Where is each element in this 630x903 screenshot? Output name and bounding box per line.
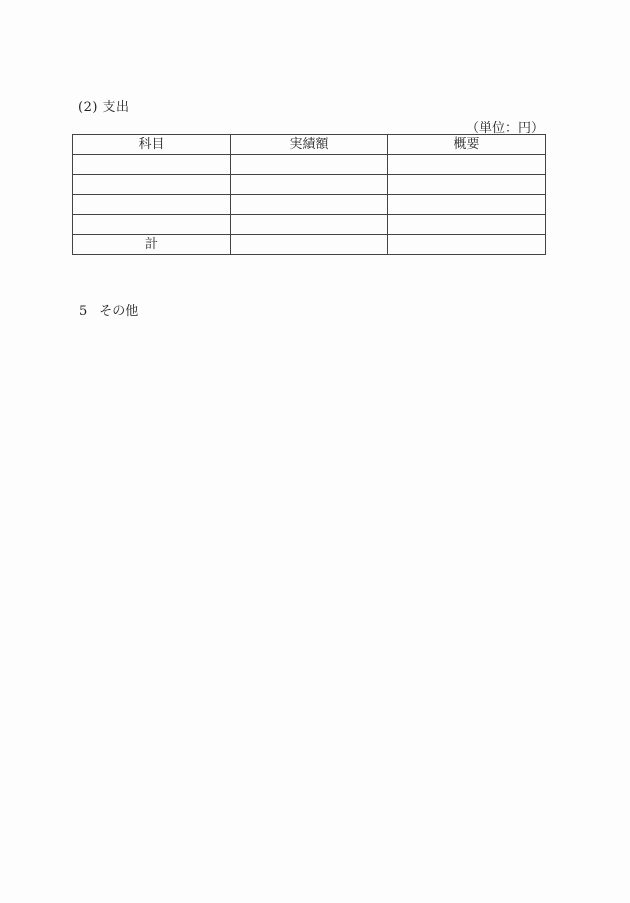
table-cell: [73, 215, 231, 235]
table-cell: [388, 155, 546, 175]
table-header-row: [73, 135, 546, 155]
section-5-heading: [79, 300, 138, 319]
header-summary: 概要: [388, 135, 546, 155]
total-amount: [231, 235, 388, 255]
total-label: 計: [73, 235, 231, 255]
table-row: [73, 195, 546, 215]
header-subject: 科目: [73, 135, 231, 155]
table-row: [73, 175, 546, 195]
expenditure-table: [72, 134, 546, 255]
table-cell: [231, 175, 388, 195]
unit-note: （単位：円）: [465, 121, 544, 136]
section-title: その他: [99, 304, 139, 319]
table-cell: [231, 195, 388, 215]
table-cell: [73, 175, 231, 195]
table-row: [73, 215, 546, 235]
table-cell: [231, 155, 388, 175]
table-cell: [388, 195, 546, 215]
total-summary: [388, 235, 546, 255]
table-cell: [231, 215, 388, 235]
table-cell: [388, 175, 546, 195]
table-cell: [73, 195, 231, 215]
header-actual-amount: 実績額: [231, 135, 388, 155]
expenditure-heading: (2) 支出: [78, 100, 130, 115]
table-cell: [73, 155, 231, 175]
table-total-row: [73, 235, 546, 255]
table-row: [73, 155, 546, 175]
table-cell: [388, 215, 546, 235]
section-number: 5: [79, 304, 88, 319]
